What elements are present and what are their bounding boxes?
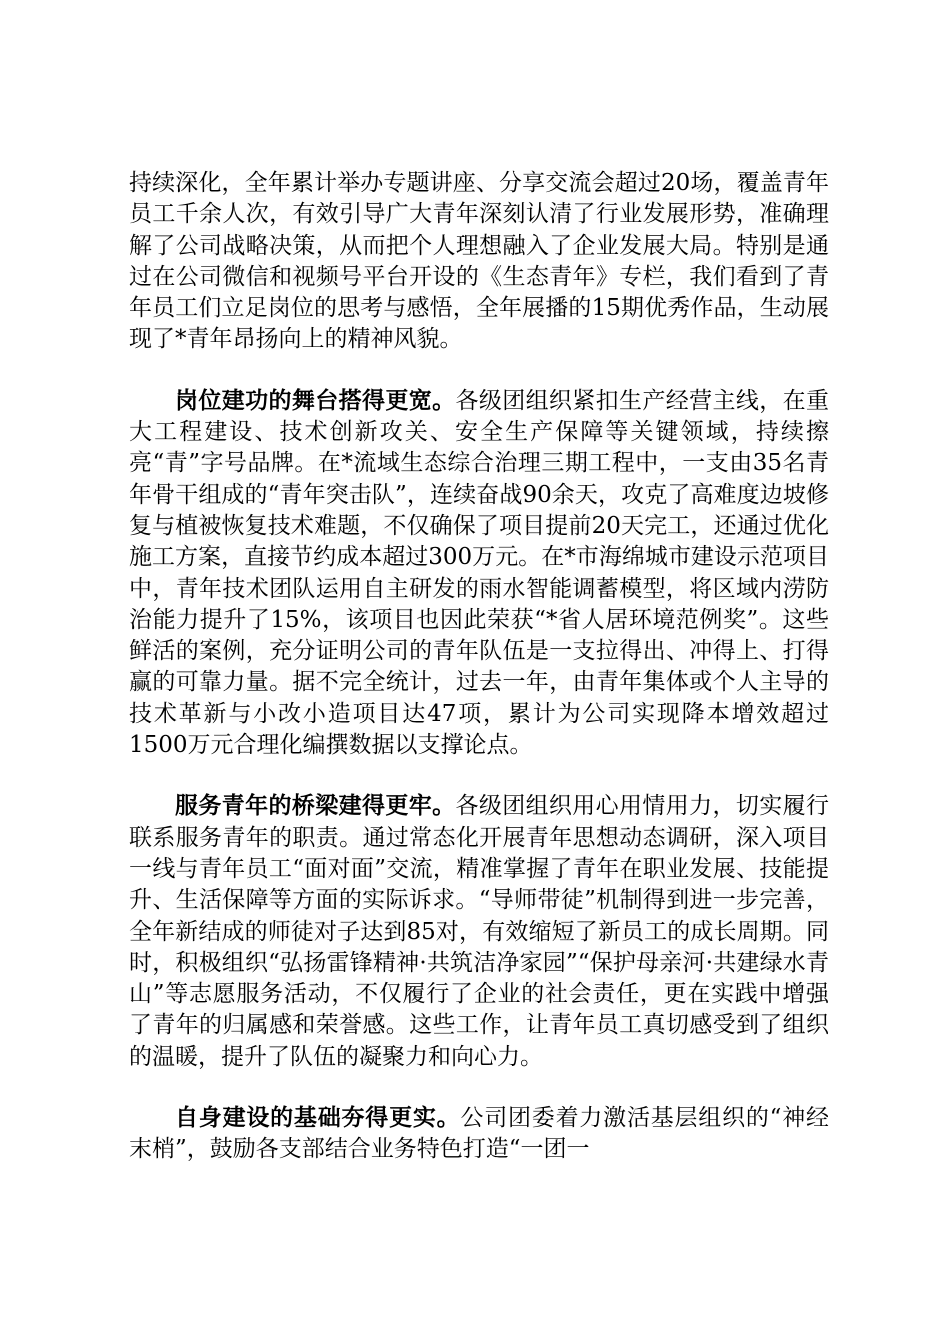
paragraph-body: 公司团委着力激活基层组织的“神经末梢”，鼓励各支部结合业务特色打造“一团一 [129, 1105, 829, 1163]
paragraph-lead-heading: 服务青年的桥梁建得更牢。 [175, 793, 456, 820]
paragraph-post-achievement [129, 386, 829, 762]
paragraph-body: 各级团组织用心用情用力，切实履行联系服务青年的职责。通过常态化开展青年思想动态调研，深入项目一线与青年员工“面对面”交流，精准掌握了青年在职业发展、技能提升、生活保障等方面的实际诉求。“导师带徒”机制得到进一步完善，全年新结成的师徒对子达到85对，有效缩短了新员工的成长周期。同时，积极组织“弘扬雷锋精神·共筑洁净家园”“保护母亲河·共建绿水青山”等志愿服务活动，不仅履行了企业的社会责任，更在实践中增强了青年的归属感和荣誉感。这些工作，让青年员工真切感受到了组织的温暖，提升了队伍的凝聚力和向心力。 [129, 793, 830, 1070]
paragraph-continuation [129, 168, 829, 356]
paragraph-lead-heading: 岗位建功的舞台搭得更宽。 [175, 387, 456, 414]
paragraph-body: 各级团组织紧扣生产经营主线，在重大工程建设、技术创新攻关、安全生产保障等关键领域，持续擦亮“青”字号品牌。在*流域生态综合治理三期工程中，一支由35名青年骨干组成的“青年突击队”，连续奋战90余天，攻克了高难度边坡修复与植被恢复技术难题，不仅确保了项目提前20天完工，还通过优化施工方案，直接节约成本超过300万元。在*市海绵城市建设示范项目中，青年技术团队运用自主研发的雨水智能调蓄模型，将区域内涝防治能力提升了15%，该项目也因此荣获“*省人居环境范例奖”。这些鲜活的案例，充分证明公司的青年队伍是一支拉得出、冲得上、打得赢的可靠力量。据不完全统计，过去一年，由青年集体或个人主导的技术革新与小改小造项目达47项，累计为公司实现降本增效超过1500万元合理化编撰数据以支撑论点。 [129, 387, 830, 759]
paragraph-lead-heading: 自身建设的基础夯得更实。 [175, 1105, 461, 1132]
paragraph-self-building [129, 1103, 829, 1166]
paragraph-body: 持续深化，全年累计举办专题讲座、分享交流会超过20场，覆盖青年员工千余人次，有效引导广大青年深刻认清了行业发展形势，准确理解了公司战略决策，从而把个人理想融入了企业发展大局。特别是通过在公司微信和视频号平台开设的《生态青年》专栏，我们看到了青年员工们立足岗位的思考与感悟，全年展播的15期优秀作品，生动展现了*青年昂扬向上的精神风貌。 [129, 170, 829, 353]
document-page [129, 168, 829, 1196]
paragraph-youth-service [129, 791, 829, 1073]
